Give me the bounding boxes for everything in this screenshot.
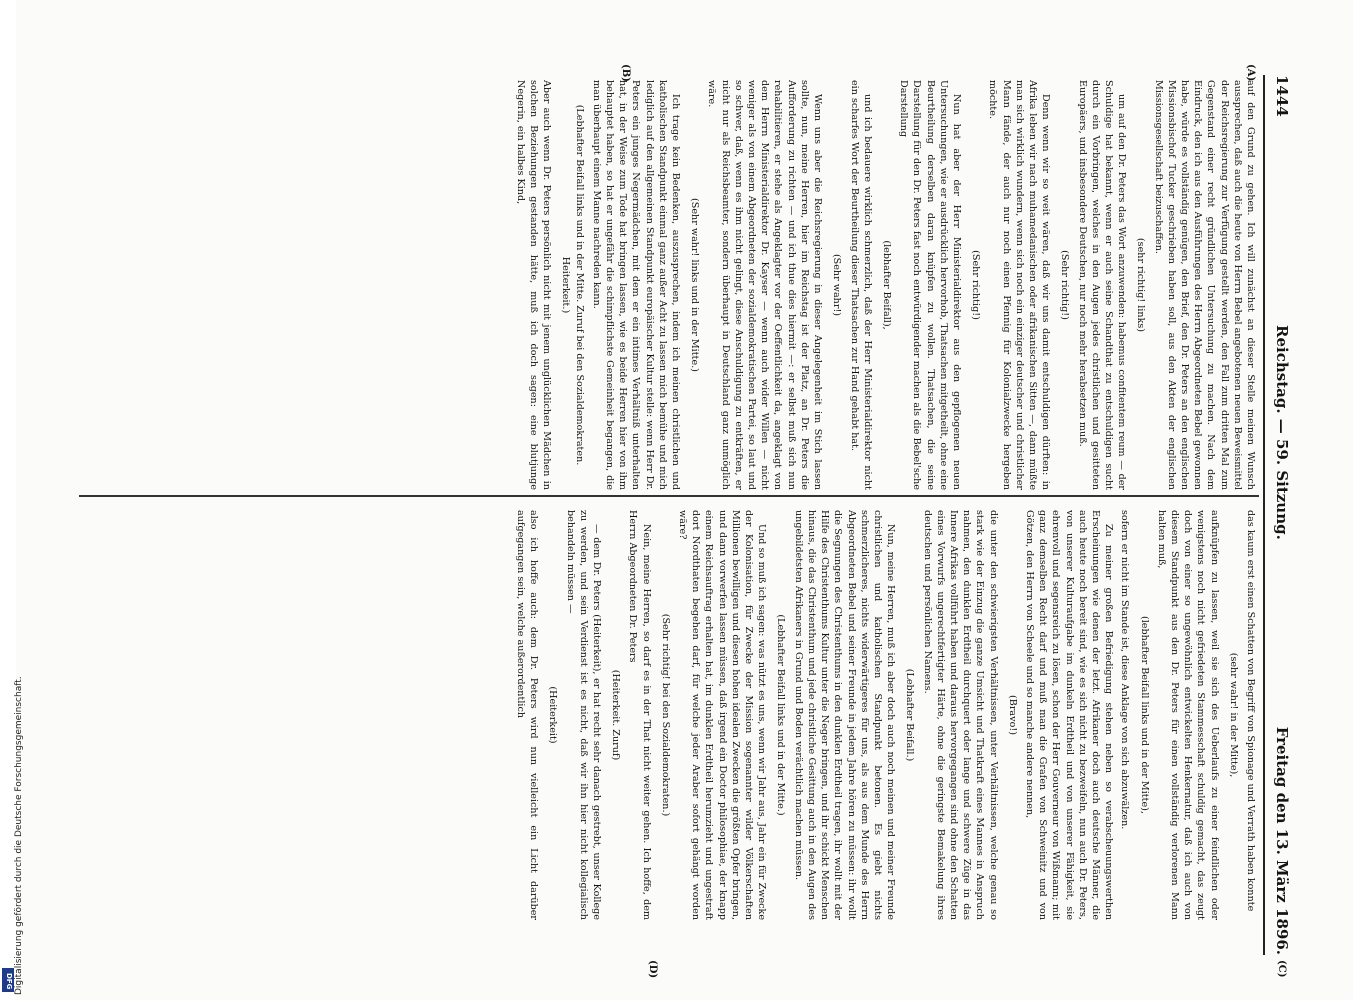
left-column-paragraph: Wenn uns aber die Reichsregierung in dieser Angelegenheit im Stich lassen sollte, nun, meine Herren, hier im Reichstag ist der Platz, an Dr. Peters die Aufforderung zu richten — und ich thue dies hiermit —: er selbst muß sich nun rehabilitieren, er stehe als Angeklagter vor der Oeffentlichkeit da, angeklagt von dem Herrn Ministerialdirektor Dr. Kayser — wenn auch wider Willen — nicht weniger als von einem Abgeordneten der sozialdemokratischen Partei, so laut und so schwer, daß, wenn es ihm nicht gelingt, diese Anschuldigung zu entkräften, er nicht nur als Reichsbeamter, sondern überhaupt in Deutschland ganz unmöglich wäre.	[706, 80, 824, 490]
right-column-paragraph: Und so muß ich sagen: was nützt es uns, wenn wir Jahr aus, Jahr ein für Zwecke der Kolonisation, für Zwecke der Mission sogenannter wilder Völkerschaften Millionen bewilligen und diesen hohen idealen Zwecken die größten Opfer bringen, und dann vorwerfen lassen müssen, daß irgend ein Doctor philosophiae, der knapp einem Reichsauftrag erhalten hat, im dunklen Erdtheil herumzieht und ungestraft dort Nordthaten begehen darf, für welche jeder Araber sofort gehängt worden wäre?	[677, 510, 768, 920]
left-column-paragraph: Nun hat aber der Herr Ministerialdirektor aus den gepflogenen neuen Untersuchungen, wie er ausdrücklich hervorhob, Thatsachen mitgetheilt, ohne eine Beurtheilung derselben daran knüpfen zu wollen. Thatsachen, die seine Darstellung für den Dr. Peters fast noch entwürdigender machen als die Bebel'sche Darstellung	[898, 80, 962, 490]
column-divider	[79, 495, 1259, 497]
right-column-interjection: (Heiterkeit. Zuruf)	[610, 669, 622, 761]
dfg-logo	[2, 968, 14, 992]
right-column-paragraph: Nun, meine Herren, muß ich aber doch auch noch meinen und meiner Freunde christlichen und katholischen Standpunkt betonen. Es giebt nichts schmerzlicheres, nichts widerwärtigeres für uns, als aus dem Munde des Herrn Abgeordneten Bebel und seiner Freunde in jedem Jahre hören zu müssen: ihr wollt die Segnungen des Christenthums in den dunklen Erdtheil tragen, ihr wollt mit der Hilfe des Christenthums Kultur unter die Neger bringen, und ihr schickt Menschen hinaus, die das Christenthum und jede christliche Gesittung auch in den Augen des ungebildetsten Afrikaners in Grund und Boden verächtlich machen müssen.	[792, 510, 897, 920]
scan-credit-sidebar	[0, 0, 24, 1000]
right-column-paragraph: Nein, meine Herren, so darf es in der That nicht weiter gehen. Ich hoffe, dem Herrn Abgeordneten Dr. Peters	[627, 510, 652, 920]
left-column-paragraph: Ich trage kein Bedenken, auszusprechen, indem ich meinen christlichen und katholischen Standpunkt einmal ganz außer Acht zu lassen mich bemühe und mich lediglich auf den allgemeinen Standpunkt europäischer Kultur stelle: wenn Herr Dr. Peters ein junges Negermädchen, mit dem er ein intimes Verhältniß unterhalten hat, in der Weise zum Tode hat bringen lassen, wie es beide Herren hier von ihm behauptet haben, so hat er ungefähr die schimpflichste Gemeinheit begangen, die man überhaupt einem Manne nachreden kann.	[590, 80, 682, 490]
left-column-interjection: (Sehr richtig!)	[970, 250, 982, 320]
right-column-paragraph: die unter den schwierigsten Verhältnissen, unter Verhältnissen, welche genau so stark wie der Einzug die ganze Umsicht und Thatkraft eines Mannes in Anspruch nahmen, den dunklen Erdtheil durchquert oder lange und schwere Züge in das Innere Afrikas vollführt haben und daraus hervorgegangen sind ohne den Schatten eines Vorwurfs ungerechtfertigter Härte, ohne die geringste Bemakelung ihres deutschen und persönlichen Namens.	[921, 510, 999, 920]
right-text-column	[77, 510, 1257, 920]
dfg-logo-text: DFG	[5, 973, 13, 990]
right-column-interjection: (Sehr richtig! bei den Sozialdemokraten.)	[659, 613, 671, 817]
margin-marker-c: (C)	[1276, 960, 1287, 978]
right-column-paragraph: sofern er nicht im Stande ist, diese Anklage von sich abzuwälzen.	[1119, 510, 1131, 830]
left-text-column	[77, 80, 1257, 490]
right-column-paragraph: also ich hoffe auch: dem Dr. Peters wird nun vielleicht ein Licht darüber aufgegangen sein, welche außerordentlich	[515, 510, 540, 920]
right-column-paragraph: das kaum erst einen Schatten von Begriff von Spionage und Verrath haben konnte	[1245, 510, 1256, 912]
left-column-paragraph: Denn wenn wir so weit wären, daß wir uns damit entschuldigen dürften: in Afrika leben wir nach muhamedanischen oder afrikanischen Sitten —, dann müßte man sich wirklich wundern, wenn sich noch ein einziger deutscher und christlicher Mann fände, der auch nur noch einen Pfennig für Kolonialzwecke hergeben möchte.	[987, 80, 1052, 490]
digitization-credit: Digitalisierung gefördert durch die Deutsche Forschungsgemeinschaft.	[14, 676, 24, 995]
right-column-interjection: (lebhafter Beifall links und in der Mitte),	[1138, 616, 1150, 814]
right-column-interjection: (Lebhafter Beifall links und in der Mitte.)	[775, 614, 787, 816]
left-column-interjection: (Sehr wahr!)	[831, 253, 843, 317]
left-column-paragraph: auf den Grund zu gehen. Ich will zunächst an dieser Stelle meinen Wunsch aussprechen, daß auch die heute von Herrn Bebel angebotenen neuen Beweismittel der Reichsregierung zur Verfügung gestellt werden, den Fall zum dritten Mal zum Gegenstand einer recht gründlichen Untersuchung zu machen. Nach dem Eindruck, den ich aus den Ausführungen des Herrn Abgeordneten Bebel gewonnen habe, würde es vollständig genügen, den Brief, den Dr. Peters an den englischen Missionsbischof Tucker geschrieben haben soll, aus den Akten der englischen Missionsgesellschaft beizuschaffen.	[1152, 80, 1256, 490]
left-column-paragraph: und ich bedauere wirklich schmerzlich, daß der Herr Ministerialdirektor nicht ein scharfes Wort der Beurtheilung dieser Thatsachen zur Hand gehabt hat.	[848, 80, 873, 490]
left-column-paragraph: um auf den Dr. Peters das Wort anzuwenden: habemus confitentem reum — der Schuldige hat bekannt, wenn er auch seine Schandthat zu entschuldigen sucht durch ein Vorbringen, welches in den Augen jedes christlichen und gesitteten Europäers, und insbesondere Deutschen, nur noch mehr herabsetzen muß.	[1076, 80, 1128, 490]
right-column-paragraph: aufknüpfen zu lassen, weil sie sich des Ueberlaufs zu einer feindlichen oder wenigstens noch nicht gefriedeten Stammesschaft schuldig gemacht, das zeugt doch von einer so ungewöhnlich entwickelten Henkernatur, daß ich auch von diesem Standpunkt aus den Dr. Peters für einen vollständig verlorenen Mann halten muß,	[1155, 510, 1220, 920]
session-date: Freitag den 13. März 1896.	[1273, 726, 1291, 955]
right-column-interjection: (Heiterkeit)	[547, 686, 559, 744]
margin-marker-b: (B)	[620, 64, 631, 82]
page-header	[1263, 75, 1293, 955]
margin-marker-d: (D)	[647, 960, 658, 979]
margin-marker-a: (A)	[1245, 64, 1256, 82]
left-column-interjection: (sehr richtig! links)	[1135, 237, 1147, 333]
left-column-interjection: (Sehr wahr! links und in der Mitte.)	[689, 198, 701, 372]
right-column-paragraph: — dem Dr. Peters (Heiterkeit), er hat recht sehr danach gestrebt, unser Kollege zu werden, und sein Verdienst ist es nicht, daß wir ihn hier nicht kollegialisch behandeln müssen —	[564, 510, 603, 920]
right-column-interjection: (sehr wahr! in der Mitte),	[1227, 652, 1239, 778]
left-column-interjection: (Lebhafter Beifall links und in der Mitte. Zuruf bei den Sozialdemokraten. Heiterkeit.)	[560, 104, 585, 466]
right-column-paragraph: Zu meiner großen Befriedigung stehen neben so verabscheuungswerthen Erscheinungen wie denen der letzt. Afrikaner doch auch deutsche Männer, die auch heute noch bereit sind, wie es sich nicht zu bezweifeln, nun auch Dr. Peters, von unserer Kulturaufgabe im dunkeln Erdtheil und von unserer Fähigkeit, sie ehrenvoll und segensreich zu lösen, schon der Herr Gouverneur von Wißmann; mit ganz demselben Recht darf und muß man die Grafen von Schweinitz und von Götzen, den Herrn von Scheele und so manche andere nennen,	[1023, 510, 1115, 920]
page-number: 1444	[1273, 75, 1291, 117]
right-column-interjection: (Lebhafter Beifall.)	[904, 668, 916, 762]
session-title: Reichstag. — 59. Sitzung.	[1273, 325, 1291, 540]
left-column-interjection: (lebhafter Beifall),	[880, 240, 892, 330]
right-column-interjection: (Bravo!)	[1006, 695, 1018, 735]
left-column-interjection: (Sehr richtig!)	[1059, 250, 1071, 320]
left-column-paragraph: Aber auch wenn Dr. Peters persönlich nicht mit jenem unglücklichen Mädchen in solchen Beziehungen gestanden hätte, muß ich doch sagen: eine blutjunge Negerin, ein halbes Kind,	[514, 80, 553, 490]
